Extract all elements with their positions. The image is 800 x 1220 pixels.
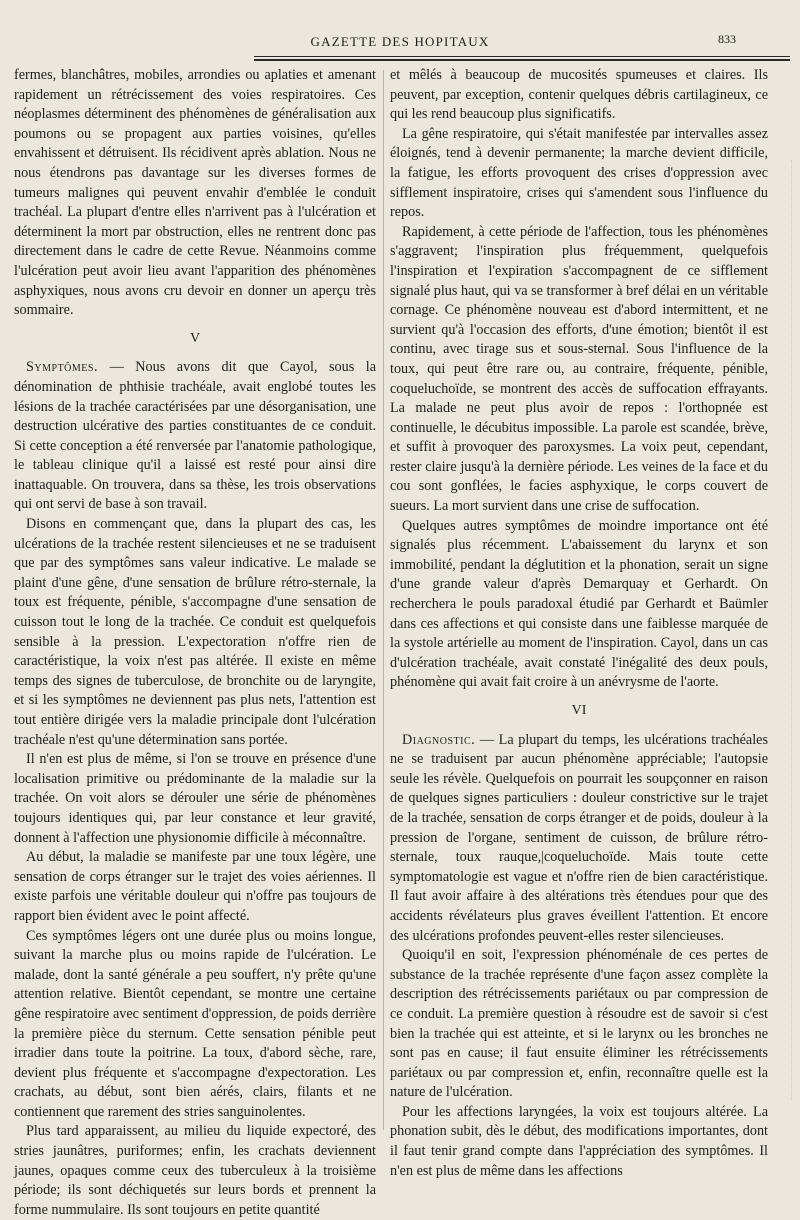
section-heading-v: V — [189, 330, 201, 346]
paragraph: Quoiqu'il en soit, l'expression phénoménale de ces pertes de substance de la trachée représente d'une façon assez complète la description des rétrécissements pariétaux ou par compression de ce conduit. La première question à résoudre est de savoir si c'est bien la trachée qui est atteinte, et si le larynx ou les bronches ne sont pas en cause; il faut ensuite éliminer les rétrécissements pariétaux ou par compression et, enfin, reconnaître quelle est la nature de l'ulcération. — [390, 947, 768, 1101]
paragraph: Pour les affections laryngées, la voix est toujours altérée. La phonation subit, dès le début, des modifications importantes, dont il faut tenir grand compte dans l'appréciation des symptômes. Il n'en est plus de même dans les affections — [390, 1103, 768, 1179]
paragraph: Disons en commençant que, dans la plupart des cas, les ulcérations de la trachée restent silencieuses et ne se traduisent que par des symptômes sans valeur indicative. Le malade se plaint d'une gêne, d'une sensation de brûlure rétro-sternale, la toux est fréquente, pénible, s'accompagne d'une sensation de cuisson tout le long de la trachée. Ce conduit est quelquefois sensible à la pression. L'expectoration n'offre rien de caractéristique, la voix n'est pas altérée. Il existe en même temps des signes de tuberculose, de bronchite ou de laryngite, et si les symptômes ne deviennent pas plus nets, l'attention est tout entière dirigée vers la maladie principale dont l'ulcération trachéale n'est qu'une détermination sans portée. — [14, 516, 376, 748]
paragraph — [14, 358, 376, 515]
run-in-heading-symptomes: Symptômes. — [26, 359, 99, 376]
paragraph: La gêne respiratoire, qui s'était manifestée par intervalles assez éloignés, tend à devenir permanente; la marche devient difficile, la fatigue, les efforts provoquent des crises d'oppression avec sifflement inspiratoire, crises qui s'amendent sous l'influence du repos. — [390, 125, 768, 221]
header-rule-thick — [254, 59, 790, 61]
paragraph-text: — La plupart du temps, les ulcérations trachéales ne se traduisent par aucun phénomène appréciable; l'autopsie seule les révèle. Quelquefois on pourrait les soupçonner en raison de quelques signes particuliers : douleur constrictive sur le trajet de la trachée, sensation de corps étranger et de poids, douleur à la pression de l'organe, sentiment de cuisson, de brûlure rétro-sternale, toux rauque,|coqueluchoïde. Mais toute cette symptomatologie est vague et n'offre rien de bien caractéristique. Il faut avoir affaire à des altérations très étendues pour que des accidents révélateurs plus graves éveillent l'attention. Et encore des ulcérations profondes peuvent-elles rester silencieuses. — [390, 731, 768, 944]
paragraph: Rapidement, à cette période de l'affection, tous les phénomènes s'aggravent; l'inspiration plus fréquemment, quelquefois l'inspiration et l'expiration s'accompagnent de ce sifflement signalé plus haut, qui va se transformer à bref délai en un véritable cornage. Ce phénomène nouveau est d'abord intermittent, et ne survient qu'à l'occasion des efforts, d'une émotion; bientôt il est continu, avec tirage sus et sous-sternal. Sous l'influence de la toux, qui peut être rare ou, au contraire, fréquente, pénible, coqueluchoïde, se montrent des accès de suffocation effrayants. La malade ne peut plus avoir de repos : l'orthopnée est continuelle, le décubitus impossible. La parole est scandée, brève, et suffit à provoquer des paroxysmes. La voix peut, cependant, rester claire jusqu'à la dernière période. Les veines de la face et du cou sont gonflées, le facies asphyxique, le corps couvert de sueurs. La mort survient dans une crise de suffocation. — [390, 223, 768, 515]
left-column — [14, 66, 376, 1218]
paragraph — [390, 731, 768, 947]
paragraph: fermes, blanchâtres, mobiles, arrondies ou aplaties et amenant rapidement un rétrécissement des voies respiratoires. Ces néoplasmes déterminent des phénomènes de généralisation aux poumons ou se propagent aux parties voisines, qu'elles envahissent et détruisent. Ils récidivent après ablation. Nous ne nous étendrons pas davantage sur les diverses formes de tumeurs malignes qui peuvent envahir d'emblée le conduit trachéal. La plupart d'entre elles n'arrivent pas à l'ulcération et déterminent la mort par obstruction, elles ne rentrent donc pas directement dans le cadre de cette Revue. Néanmoins comme l'ulcération peut avoir lieu avant l'apparition des phénomènes asphyxiques, nous avons cru devoir en donner un aperçu très sommaire. — [14, 67, 376, 319]
page-edge-mark — [791, 160, 792, 1100]
paragraph-text: — Nous avons dit que Cayol, sous la dénomination de phthisie trachéale, avait englobé toutes les lésions de la trachée caractérisées par une désorganisation, une destruction ulcérative des parties constituantes de ce conduit. Si cette conception a été renversée par l'anatomie pathologique, le tableau clinique qu'il a laissé est resté pour ainsi dire inattaquable. On trouvera, dans sa thèse, les trois observations qui ont servi de base à son travail. — [14, 359, 376, 513]
journal-title: GAZETTE DES HOPITAUX — [310, 34, 490, 49]
paragraph: et mêlés à beaucoup de mucosités spumeuses et claires. Ils peuvent, par exception, contenir quelques débris cartilagineux, ce qui les rend beaucoup plus significatifs. — [390, 67, 768, 123]
section-heading-vi: VI — [571, 703, 587, 718]
right-column — [390, 66, 768, 1179]
header-rule-thin — [254, 56, 790, 57]
paragraph: Au début, la maladie se manifeste par une toux légère, une sensation de corps étranger sur le trajet des voies aériennes. Il existe parfois une véritable douleur qui n'offre pas toujours de rapport bien évident avec le point affecté. — [14, 849, 376, 924]
run-in-heading-diagnostic: Diagnostic. — [402, 731, 476, 748]
paragraph: Il n'en est plus de même, si l'on se trouve en présence d'une localisation primitive ou prédominante de la maladie sur la trachée. On voit alors se dérouler une série de phénomènes toujours identiques qui, par leur constance et leur gravité, donnent à l'affection une physionomie difficile à méconnaître. — [14, 751, 376, 846]
page-header — [0, 30, 800, 56]
paragraph: Ces symptômes légers ont une durée plus ou moins longue, suivant la marche plus ou moins rapide de l'ulcération. Le malade, dont la santé générale a peu souffert, n'y prête qu'une attention relative. Bientôt cependant, se montre une certaine gêne respiratoire avec sentiment d'oppression, de poids derrière la première pièce du sternum. Cette sensation pénible peut irradier dans toute la poitrine. La toux, d'abord sèche, rare, devient plus fréquente et s'accompagne d'expectoration. Les crachats, au début, sont bien aérés, clairs, filants et ne contiennent que rarement des stries sanguinolentes. — [14, 927, 376, 1120]
page-number: 833 — [718, 32, 736, 46]
paragraph: Quelques autres symptômes de moindre importance ont été signalés plus récemment. L'abaissement du larynx et son immobilité, pendant la déglutition et la phonation, serait un signe d'une grande valeur d'après Demarquay et Gerhardt. On recherchera le pouls paradoxal étudié par Gerhardt et Baümler dans ces affections et qui consiste dans une faiblesse marquée de la systole artérielle au moment de l'inspiration. Cayol, dans un cas d'ulcération trachéale, avait constaté l'inégalité des deux pouls, phénomène qui avait fait croire à un anévrysme de l'aorte. — [390, 517, 768, 691]
paragraph: Plus tard apparaissent, au milieu du liquide expectoré, des stries jaunâtres, puriformes; enfin, les crachats deviennent jaunes, opaques comme ceux des tuberculeux à la troisième période; ils sont déchiquetés sur leurs bords et prennent la forme nummulaire. Ils sont toujours en petite quantité — [14, 1123, 376, 1218]
column-divider — [383, 70, 384, 1130]
